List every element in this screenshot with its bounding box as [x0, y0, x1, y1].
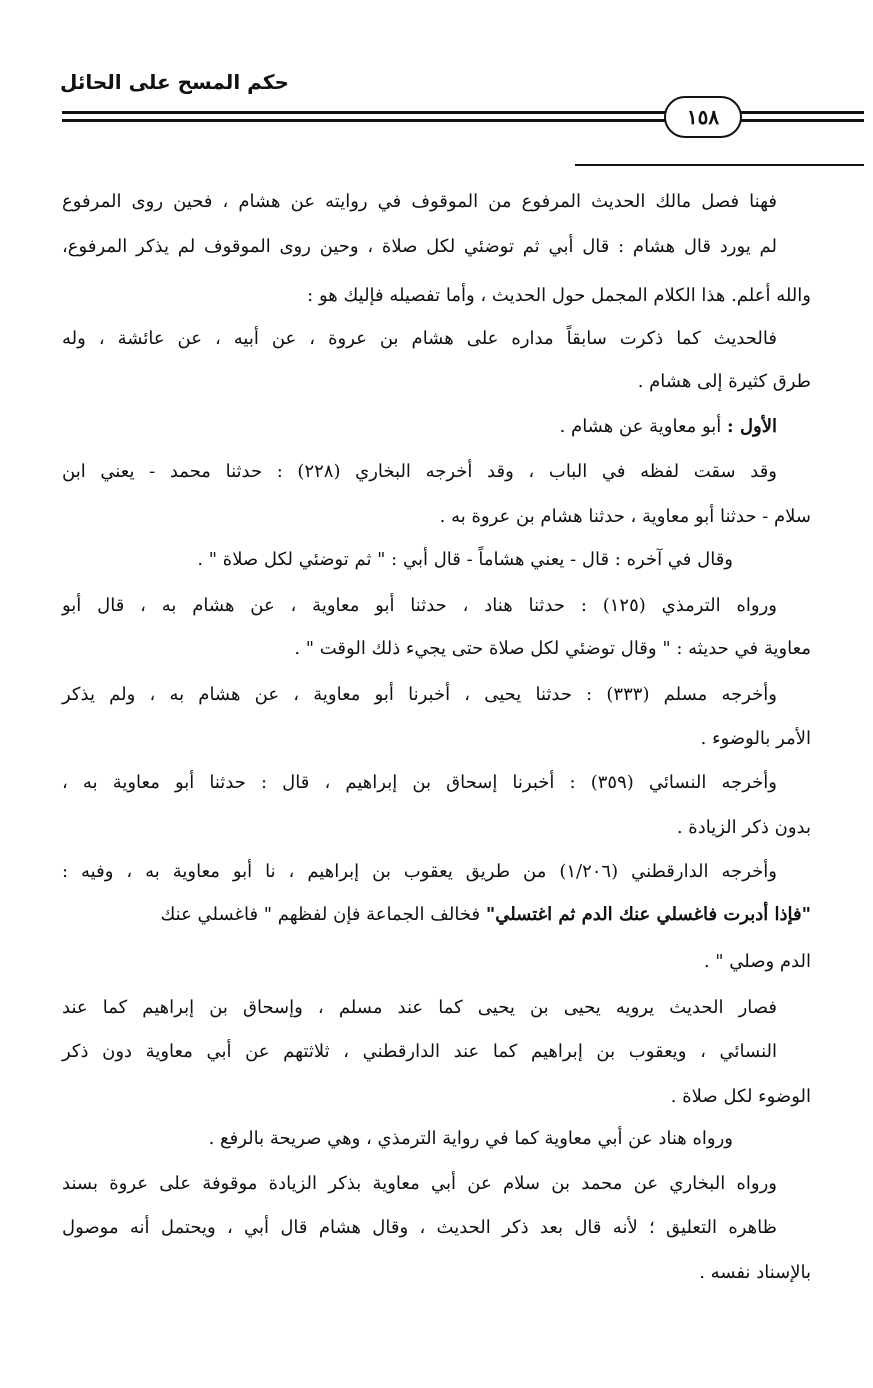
text-line: وأخرجه النسائي (٣٥٩) : أخبرنا إسحاق بن إبراهيم ، قال : حدثنا أبو معاوية به ،	[62, 772, 777, 793]
text-line: فالحديث كما ذكرت سابقاً مداره على هشام بن عروة ، عن أبيه ، عن عائشة ، وله	[62, 328, 777, 349]
footnote-separator	[575, 164, 864, 166]
text-line: معاوية في حديثه : " وقال توضئي لكل صلاة حتى يجيء ذلك الوقت " .	[294, 638, 811, 659]
text-line: بدون ذكر الزيادة .	[676, 817, 811, 838]
text-line: الأمر بالوضوء .	[700, 728, 811, 749]
text-line: ظاهره التعليق ؛ لأنه قال بعد ذكر الحديث ، وقال هشام قال أبي ، ويحتمل أنه موصول	[62, 1217, 777, 1238]
first-label: الأول :	[727, 416, 777, 437]
quote-bold: "فإذا أدبرت فاغسلي عنك الدم ثم اغتسلي"	[485, 904, 811, 925]
text-line: الدم وصلي " .	[703, 951, 811, 972]
running-header-title: حكم المسح على الحائل	[60, 70, 289, 94]
page-number-badge	[664, 96, 742, 138]
text-line: والله أعلم. هذا الكلام المجمل حول الحديث ، وأما تفصيله فإليك هو :	[307, 285, 811, 306]
first-label-text: أبو معاوية عن هشام .	[559, 416, 722, 437]
text-line: ورواه هناد عن أبي معاوية كما في رواية الترمذي ، وهي صريحة بالرفع .	[208, 1128, 733, 1149]
quote-rest: فخالف الجماعة فإن لفظهم " فاغسلي عنك	[160, 904, 481, 925]
text-line: ورواه الترمذي (١٢٥) : حدثنا هناد ، حدثنا أبو معاوية ، عن هشام به ، قال أبو	[62, 595, 777, 616]
header-rule-bottom	[62, 119, 864, 122]
text-line: فهنا فصل مالك الحديث المرفوع من الموقوف في روايته عن هشام ، فحين روى المرفوع	[62, 191, 777, 212]
text-line: النسائي ، ويعقوب بن إبراهيم كما عند الدارقطني ، ثلاثتهم عن أبي معاوية دون ذكر	[62, 1041, 777, 1062]
text-line-first	[560, 415, 777, 439]
header-rule-top	[62, 111, 864, 114]
text-line: سلام - حدثنا أبو معاوية ، حدثنا هشام بن عروة به .	[439, 506, 811, 527]
text-line: الوضوء لكل صلاة .	[670, 1086, 811, 1107]
text-line-quote	[62, 903, 811, 927]
page-number: ١٥٨	[686, 105, 720, 129]
text-line: وقال في آخره : قال - يعني هشاماً - قال أبي : " ثم توضئي لكل صلاة " .	[197, 549, 733, 570]
text-line: فصار الحديث يرويه يحيى بن يحيى كما عند مسلم ، وإسحاق بن إبراهيم كما عند	[62, 997, 777, 1018]
text-line: وأخرجه مسلم (٣٣٣) : حدثنا يحيى ، أخبرنا أبو معاوية ، عن هشام به ، ولم يذكر	[62, 684, 777, 705]
text-line: طرق كثيرة إلى هشام .	[637, 371, 811, 392]
text-line: لم يورد قال هشام : قال أبي ثم توضئي لكل صلاة ، وحين روى الموقوف لم يذكر المرفوع،	[62, 236, 777, 257]
text-line: وأخرجه الدارقطني (١/٢٠٦) من طريق يعقوب بن إبراهيم ، نا أبو معاوية به ، وفيه :	[62, 861, 777, 882]
text-line: ورواه البخاري عن محمد بن سلام عن أبي معاوية بذكر الزيادة موقوفة على عروة بسند	[62, 1173, 777, 1194]
text-line: وقد سقت لفظه في الباب ، وقد أخرجه البخاري (٢٢٨) : حدثنا محمد - يعني ابن	[62, 461, 777, 482]
text-line: بالإسناد نفسه .	[699, 1262, 811, 1283]
